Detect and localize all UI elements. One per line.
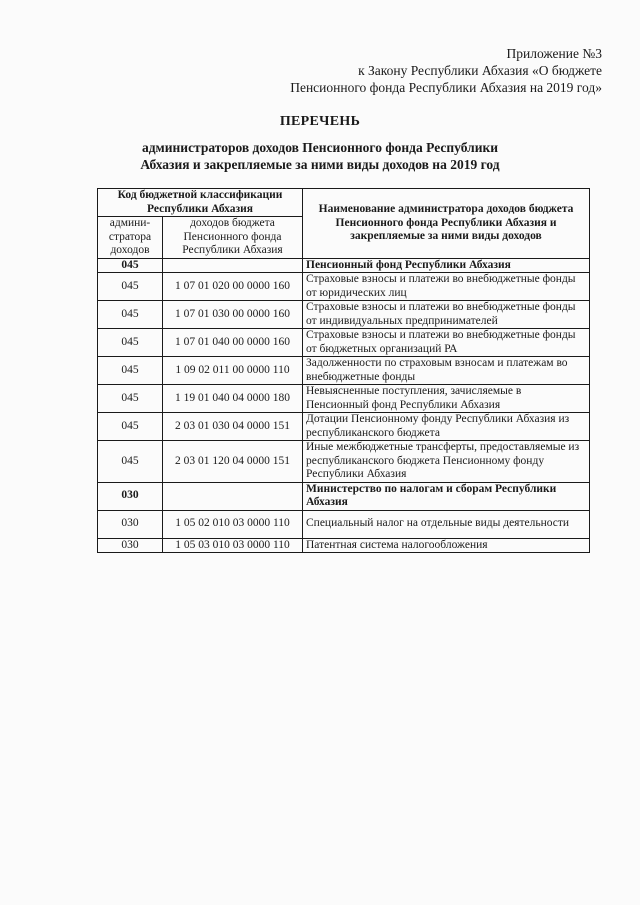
- admin-code: 030: [98, 510, 163, 538]
- appendix-line: к Закону Республики Абхазия «О бюджете: [358, 63, 602, 78]
- income-code: 2 03 01 120 04 0000 151: [163, 441, 303, 483]
- subtitle-line: Абхазия и закрепляемые за ними виды доходов на 2019 год: [140, 157, 500, 172]
- document-subtitle: [0, 139, 640, 173]
- header-income: доходов бюджета Пенсионного фонда Республики Абхазия: [163, 217, 303, 259]
- income-name: Невыясненные поступления, зачисляемые в Пенсионный фонд Республики Абхазия: [303, 385, 590, 413]
- admin-code: 045: [98, 329, 163, 357]
- income-name: Специальный налог на отдельные виды деятельности: [303, 510, 590, 538]
- appendix-line: Приложение №3: [506, 46, 602, 61]
- income-code: 1 07 01 020 00 0000 160: [163, 273, 303, 301]
- admin-code: 045: [98, 301, 163, 329]
- table-row: [98, 273, 590, 301]
- revenue-administrators-table: [97, 188, 590, 553]
- income-name: Дотации Пенсионному фонду Республики Абхазия из республиканского бюджета: [303, 413, 590, 441]
- income-name: Министерство по налогам и сборам Республики Абхазия: [303, 482, 590, 510]
- table-row: [98, 510, 590, 538]
- header-code-group: Код бюджетной классификации Республики Абхазия: [98, 189, 303, 217]
- income-name: Задолженности по страховым взносам и платежам во внебюджетные фонды: [303, 357, 590, 385]
- income-code: 1 07 01 030 00 0000 160: [163, 301, 303, 329]
- table-row: [98, 258, 590, 273]
- income-code: 1 09 02 011 00 0000 110: [163, 357, 303, 385]
- income-code: 2 03 01 030 04 0000 151: [163, 413, 303, 441]
- income-code: 1 19 01 040 04 0000 180: [163, 385, 303, 413]
- admin-code: 045: [98, 357, 163, 385]
- income-code: [163, 482, 303, 510]
- table-row: [98, 329, 590, 357]
- admin-code: 045: [98, 413, 163, 441]
- header-name: Наименование администратора доходов бюджета Пенсионного фонда Республики Абхазия и закрепляемые за ними виды доходов: [303, 189, 590, 259]
- income-name: Страховые взносы и платежи во внебюджетные фонды от бюджетных организаций РА: [303, 329, 590, 357]
- table-row: [98, 482, 590, 510]
- income-name: Страховые взносы и платежи во внебюджетные фонды от индивидуальных предпринимателей: [303, 301, 590, 329]
- appendix-line: Пенсионного фонда Республики Абхазия на 2019 год»: [290, 80, 602, 95]
- admin-code: 045: [98, 441, 163, 483]
- admin-code: 030: [98, 538, 163, 553]
- income-name: Патентная система налогообложения: [303, 538, 590, 553]
- subtitle-line: администраторов доходов Пенсионного фонда Республики: [141, 140, 499, 155]
- admin-code: 045: [98, 273, 163, 301]
- appendix-note: [290, 45, 602, 96]
- document-title: ПЕРЕЧЕНЬ: [279, 114, 361, 129]
- income-code: 1 05 02 010 03 0000 110: [163, 510, 303, 538]
- table-header-row: [98, 189, 590, 217]
- table-row: [98, 413, 590, 441]
- table-row: [98, 441, 590, 483]
- admin-code: 045: [98, 385, 163, 413]
- income-name: Иные межбюджетные трансферты, предоставляемые из республиканского бюджета Пенсионному фонду Республики Абхазия: [303, 441, 590, 483]
- table-row: [98, 538, 590, 553]
- income-name: Страховые взносы и платежи во внебюджетные фонды от юридических лиц: [303, 273, 590, 301]
- income-name: Пенсионный фонд Республики Абхазия: [303, 258, 590, 273]
- table-row: [98, 357, 590, 385]
- admin-code: 045: [98, 258, 163, 273]
- header-admin: админи-стратора доходов: [98, 217, 163, 259]
- income-code: 1 05 03 010 03 0000 110: [163, 538, 303, 553]
- income-code: [163, 258, 303, 273]
- admin-code: 030: [98, 482, 163, 510]
- income-code: 1 07 01 040 00 0000 160: [163, 329, 303, 357]
- table-row: [98, 385, 590, 413]
- table-row: [98, 301, 590, 329]
